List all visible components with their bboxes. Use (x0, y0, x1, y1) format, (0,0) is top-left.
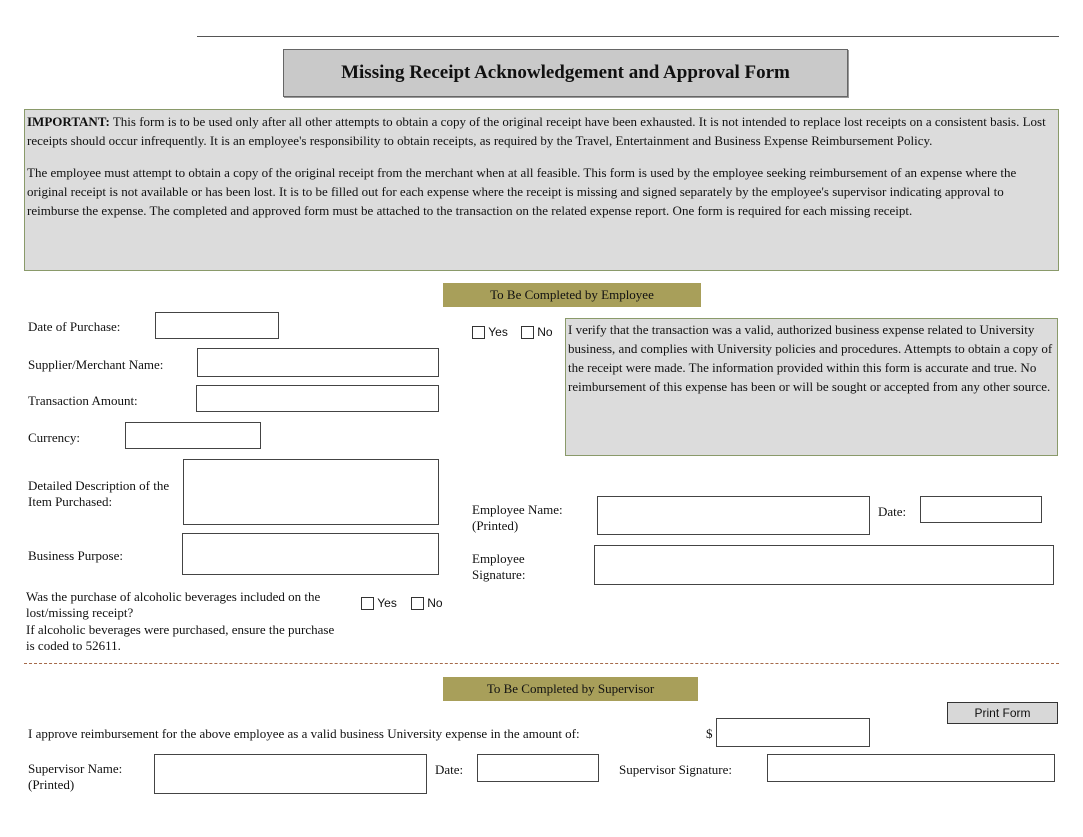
important-notice (24, 109, 1059, 271)
employee-date-label: Date: (878, 504, 907, 519)
employee-signature-label: Employee Signature: (472, 551, 526, 582)
supervisor-name-label: Supervisor Name: (Printed) (28, 761, 123, 792)
verify-yes-label: Yes (488, 325, 508, 340)
description-label: Detailed Description of the Item Purchased: (28, 478, 170, 509)
approve-statement: I approve reimbursement for the above employee as a valid business University expense in the amount of: (28, 726, 580, 741)
approve-amount-field[interactable] (716, 718, 870, 747)
currency-label: Currency: (28, 430, 80, 445)
verify-yes-checkbox[interactable] (472, 326, 485, 339)
alcohol-note: If alcoholic beverages were purchased, ensure the purchase is coded to 52611. (26, 622, 335, 653)
form-title: Missing Receipt Acknowledgement and Approval Form (283, 49, 848, 97)
verification-statement: I verify that the transaction was a valid, authorized business expense related to University business, and complies with University policies and procedures. Attempts to obtain a copy of the receipt were made. The information provided within this form is accurate and true. No reimbursement of this expense has been or will be sought or accepted from any other source. (565, 318, 1058, 456)
supplier-label: Supplier/Merchant Name: (28, 357, 164, 372)
description-field[interactable] (183, 459, 439, 525)
supervisor-section-header: To Be Completed by Supervisor (443, 677, 698, 701)
alcohol-no-option[interactable] (411, 594, 443, 610)
important-paragraph-1: IMPORTANT: This form is to be used only after all other attempts to obtain a copy of the original receipt have been exhausted. It is not intended to replace lost receipts on a consistent basis. Lost receipts should occur infrequently. It is an employee's responsibility to obtain receipts, as required by the Travel, Entertainment and Business Expense Reimbursement Policy. (27, 114, 1046, 148)
date-of-purchase-field[interactable] (155, 312, 279, 339)
transaction-amount-field[interactable] (196, 385, 439, 412)
supervisor-signature-field[interactable] (767, 754, 1055, 782)
section-divider (24, 663, 1059, 664)
employee-date-field[interactable] (920, 496, 1042, 523)
supervisor-name-field[interactable] (154, 754, 427, 794)
date-of-purchase-label: Date of Purchase: (28, 319, 121, 334)
employee-name-field[interactable] (597, 496, 870, 535)
verify-no-label: No (537, 325, 553, 340)
business-purpose-field[interactable] (182, 533, 439, 575)
important-lead: IMPORTANT: (27, 114, 110, 129)
verify-no-checkbox[interactable] (521, 326, 534, 339)
print-form-button[interactable]: Print Form (947, 702, 1058, 724)
alcohol-no-checkbox[interactable] (411, 597, 424, 610)
employee-signature-field[interactable] (594, 545, 1054, 585)
supervisor-date-field[interactable] (477, 754, 599, 782)
currency-field[interactable] (125, 422, 261, 449)
transaction-amount-label: Transaction Amount: (28, 393, 138, 408)
business-purpose-label: Business Purpose: (28, 548, 123, 563)
supervisor-date-label: Date: (435, 762, 464, 777)
supervisor-signature-label: Supervisor Signature: (619, 762, 733, 777)
employee-name-label: Employee Name: (Printed) (472, 502, 563, 533)
alcohol-yes-option[interactable] (361, 594, 397, 610)
supplier-field[interactable] (197, 348, 439, 377)
alcohol-question: Was the purchase of alcoholic beverages included on the lost/missing receipt? (26, 589, 321, 620)
alcohol-yes-checkbox[interactable] (361, 597, 374, 610)
alcohol-yes-label: Yes (377, 596, 397, 611)
dollar-sign: $ (706, 726, 713, 741)
top-divider (197, 36, 1059, 37)
verify-yes-option[interactable] (472, 323, 508, 339)
alcohol-no-label: No (427, 596, 443, 611)
employee-section-header: To Be Completed by Employee (443, 283, 701, 307)
verify-no-option[interactable] (521, 323, 553, 339)
important-paragraph-2: The employee must attempt to obtain a copy of the original receipt from the merchant when at all feasible. This form is used by the employee seeking reimbursement of an expense where the original receipt is not available or has been lost. It is to be filled out for each expense where the receipt is missing and signed separately by the employee's supervisor indicating approval to reimburse the expense. The completed and approved form must be attached to the transaction on the related expense report. One form is required for each missing receipt. (27, 165, 1017, 218)
